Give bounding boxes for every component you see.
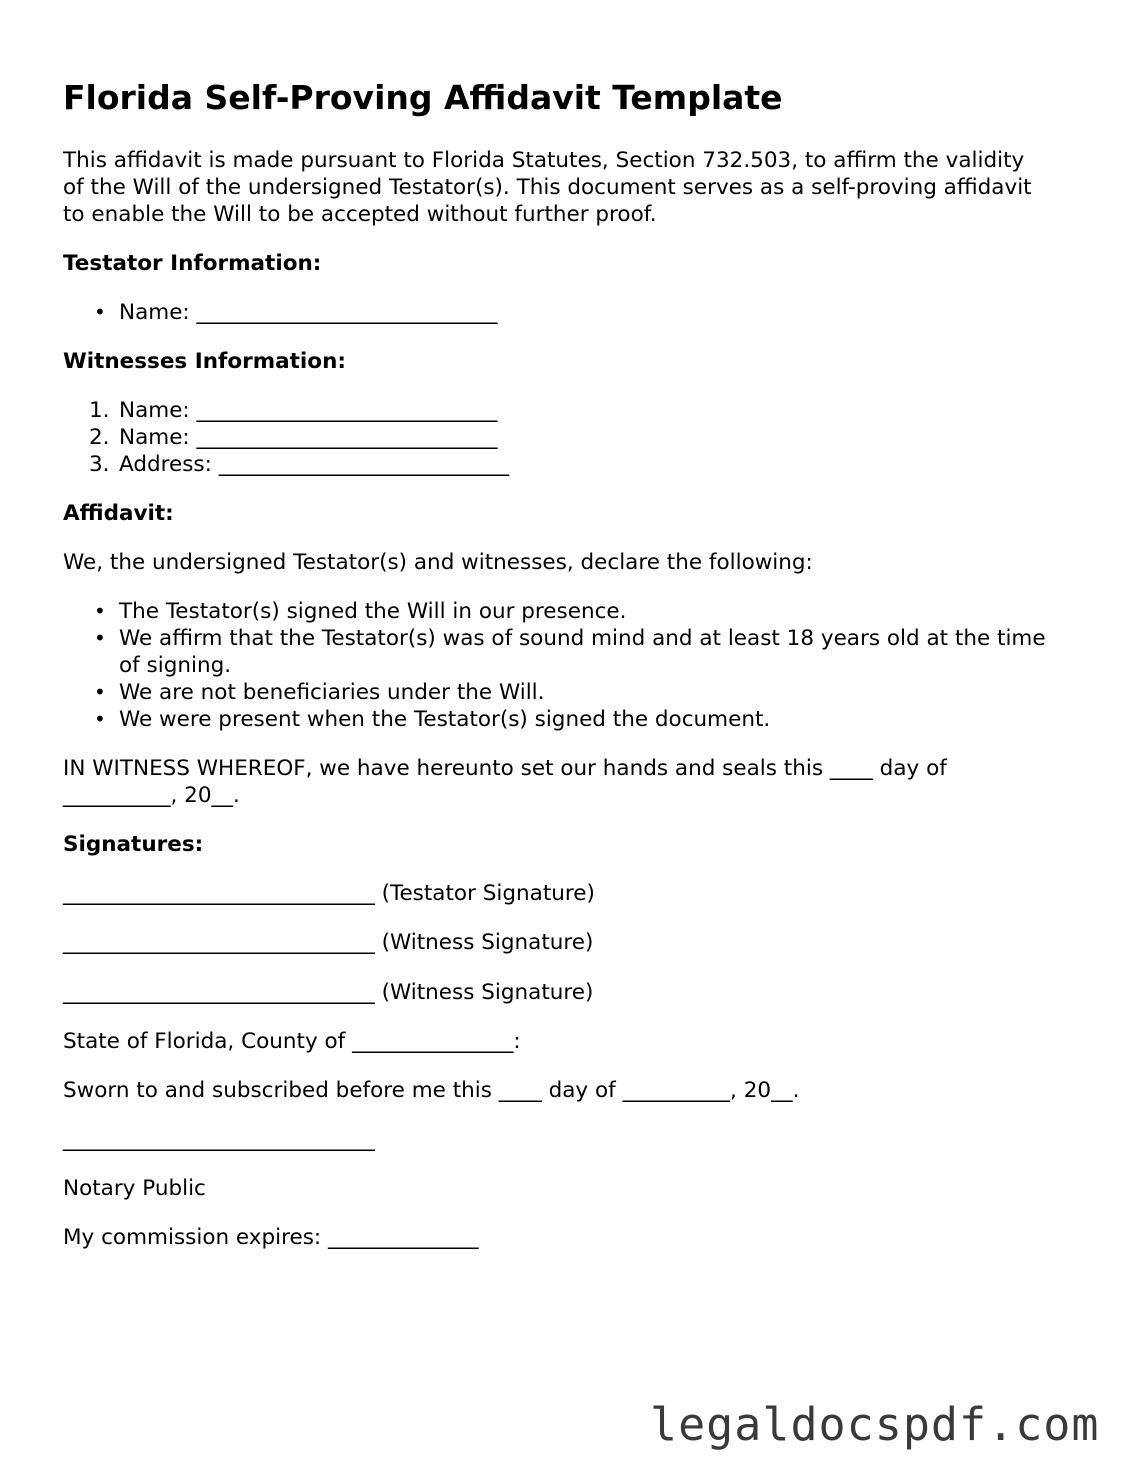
witness-item-1 xyxy=(89,397,498,424)
affidavit-item-1 xyxy=(119,598,626,625)
affidavit-item-2-continued xyxy=(119,652,231,679)
witness-signature-line-1: _____________________________ (Witness Signature) xyxy=(63,930,594,955)
witness-item-text: Name: ____________________________ xyxy=(119,398,498,423)
witness-item-text: Name: ____________________________ xyxy=(119,425,498,450)
document-title: Florida Self-Proving Affidavit Template xyxy=(63,78,783,117)
affidavit-item-text: The Testator(s) signed the Will in our presence. xyxy=(119,599,627,624)
affidavit-item-3 xyxy=(119,679,545,706)
witness-whereof-line-1: IN WITNESS WHEREOF, we have hereunto set our hands and seals this ____ day of xyxy=(63,756,947,781)
list-number: 1. xyxy=(89,398,110,423)
watermark: legaldocspdf.com xyxy=(650,1398,1100,1451)
list-number: 2. xyxy=(89,425,110,450)
affidavit-item-2 xyxy=(119,625,1046,652)
signatures-heading: Signatures: xyxy=(63,832,204,857)
witnesses-heading: Witnesses Information: xyxy=(63,349,346,374)
intro-line-1: This affidavit is made pursuant to Florida Statutes, Section 732.503, to affirm the validity xyxy=(63,148,1025,173)
list-number: 3. xyxy=(89,452,110,477)
bullet-icon xyxy=(94,598,114,625)
affidavit-heading: Affidavit: xyxy=(63,501,174,526)
affidavit-item-text: of signing. xyxy=(119,653,232,678)
bullet-icon xyxy=(94,625,114,652)
county-line: State of Florida, County of _______________: xyxy=(63,1029,521,1054)
bullet-icon xyxy=(94,706,114,733)
testator-name-text: Name: ____________________________ xyxy=(119,300,498,325)
affidavit-item-text: We were present when the Testator(s) signed the document. xyxy=(119,707,771,732)
sworn-line: Sworn to and subscribed before me this ____ day of __________, 20__. xyxy=(63,1078,800,1103)
intro-line-3: to enable the Will to be accepted without further proof. xyxy=(63,202,657,227)
testator-signature-line: _____________________________ (Testator Signature) xyxy=(63,881,595,906)
bullet-icon xyxy=(94,679,114,706)
notary-label: Notary Public xyxy=(63,1176,206,1201)
witness-item-text: Address: ___________________________ xyxy=(119,452,509,477)
witness-item-2 xyxy=(89,424,498,451)
intro-line-2: of the Will of the undersigned Testator(s). This document serves as a self-proving affidavit xyxy=(63,175,1032,200)
affidavit-intro: We, the undersigned Testator(s) and witnesses, declare the following: xyxy=(63,550,813,575)
witness-whereof-line-2: __________, 20__. xyxy=(63,783,240,808)
bullet-icon xyxy=(94,299,114,326)
affidavit-item-text: We affirm that the Testator(s) was of sound mind and at least 18 years old at the time xyxy=(119,626,1046,651)
witness-item-3 xyxy=(89,451,509,478)
witness-signature-line-2: _____________________________ (Witness Signature) xyxy=(63,980,594,1005)
affidavit-item-4 xyxy=(119,706,770,733)
notary-signature-line: _____________________________ xyxy=(63,1127,375,1152)
testator-heading: Testator Information: xyxy=(63,251,322,276)
testator-name-item xyxy=(119,299,498,326)
affidavit-item-text: We are not beneficiaries under the Will. xyxy=(119,680,545,705)
commission-line: My commission expires: ______________ xyxy=(63,1225,479,1250)
